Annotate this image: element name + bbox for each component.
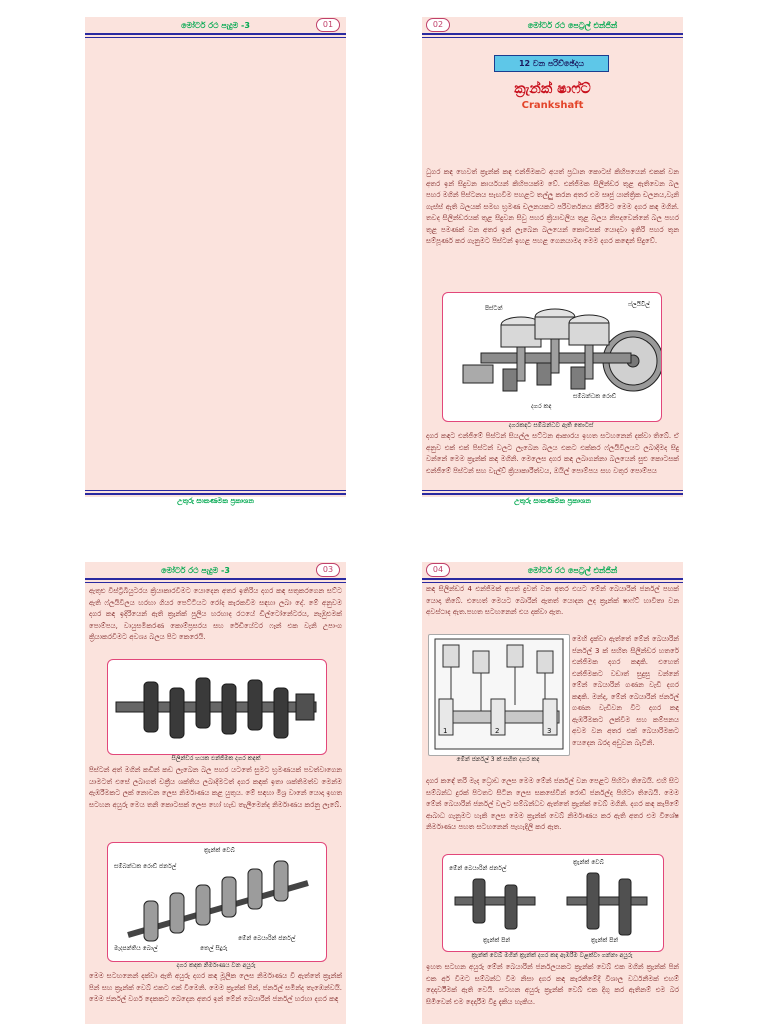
label-oil-hole: තෙල් සිදුරු bbox=[200, 945, 228, 952]
three-main-journal-diagram bbox=[429, 635, 569, 755]
page-subtitle: Crankshaft bbox=[521, 100, 584, 111]
label-piston: පිස්ටන් bbox=[485, 305, 503, 312]
label-connecting-rod: සම්බන්ධක රොඩ් bbox=[573, 393, 617, 400]
label-flywheel: ෆ්ලයිවීල් bbox=[628, 301, 650, 308]
header-rule bbox=[85, 582, 346, 583]
header-rule bbox=[85, 578, 346, 580]
label-crank-pin: ක්‍රැන්ක් පින් bbox=[591, 937, 619, 944]
footer-rule bbox=[422, 493, 683, 495]
header-title: මෝටර් රථ පෙට්‍රල් එන්ජින් bbox=[527, 566, 618, 575]
body-paragraph: ඉහත සටහන අයුරු මේන් බෙයාරින් ජර්නලයකට ක්‍රැන්ක් වෙබ් එක මගින් ක්‍රැන්ක් පින් එක අර් වීමට සම්බන්ධ වීම නිසා දගර කඳ කැරකීමේදී විශාල වර්ධනීමක් එහම් දෙදාර්වීමක් ඇති වෙයි. සටහන අයුරු ක්‍රැන්ක් වෙබ් එක දිගු කර ඇතිනම් එම බර සිමිවෙන් එම දෙදාරීම විදු දැකිය හැකිය. bbox=[426, 963, 679, 1006]
header-title: මෝටර් රථ පැදුම -3 bbox=[181, 21, 250, 30]
body-paragraph: දගර කඳේ තරි මැද ධ්‍රොඩ ලෙස මෙම මේන් ජර්නල් වන පෙළට පිහිටා තිබෙයි. එහි සිට සම්බන්ධ දුරක් පිටතට සිටින ලෙස සකසේවින් රොඩ් ජර්නල්ද පිහිටා තිබෙයි. මෙම මේන් බෙයාරින් ජර්නල් වලට සම්බන්ධව ඇත්තේ ක්‍රැන්ක් වෙබ් මගිනි. දගර කඳ කැපීමේ ආබාධ ගැනුමට හැකි ලෙස මෙම ක්‍රැන්ක් වෙබ් නිර්මාණය කර ඇති අතර එම විශේෂ නිර්මාණය පහත සටහනෙන් පැහැදිලි කර ඇත. bbox=[426, 777, 679, 831]
page-number: 01 bbox=[316, 18, 340, 32]
label-crank-pin: ක්‍රැන්ක් පින් bbox=[483, 937, 511, 944]
crankshaft-structure-figure bbox=[107, 842, 327, 962]
page-footer: උතුරු සාකණමක ප්‍රකාශන bbox=[177, 497, 254, 505]
header-rule bbox=[422, 37, 683, 38]
header-rule bbox=[85, 33, 346, 35]
page-header bbox=[85, 17, 346, 39]
footer-rule bbox=[85, 493, 346, 495]
page-header bbox=[85, 562, 346, 584]
label-crank-web: ක්‍රැන්ක් වෙබ් bbox=[573, 859, 604, 866]
body-paragraph: දගර කඳට එන්ජිමේ පිස්ටන් සියල්ල සට්ටන ආකාරය ඉහත සටහනෙන් දක්වා තිබේ. ඒ අනුව එක් එක් පිස්ටන් වලට ලැබෙන බලය එකට එක්කර ෆ්ලයිවීලයට ලබාදීමද සිදු වන්නේ මෙම ක්‍රැන්ක් කඳ මගිනි. මෙලෙස දගර කඳ ලබාගන්නා බලයෙන් සුළු කොටසක් එන්ජිමේ පිස්ටන් සහ වැල්ව් ක්‍රියාකාරීත්වය, ඔයිල් පොම්පය සහ වතුර පොම්පය bbox=[426, 432, 679, 475]
body-paragraph: ධුගර කඳ හෙවත් ක්‍රැන්ක් කඳ එන්ජිමකට අයත් ප්‍රධාන කොටස් කිහිපයෙන් එකක් වන අතර ඉන් සිදුවන කාර්යයන් කිහිපයක්ම වේ. එන්ජිමක සිලින්ඩර තුළ ඇතිවෙන බල පහර මගින් පිස්ටනය සැඟවීම පහළට තල්ලු කරන අතර එම සෘජු යාන්ත්‍රික චලනය,වැනි ගැස්ස් ඇති බලයක් සමඟ භ්‍රමණ චලනයකට පරිවර්තනය කිරීමට මෙම දගර කඳ මගින්. තවද සිලින්ඩරයක් තුළ සිදුවන සිවු පහර ක්‍රියාවලිය තුළ බලය නිපදවෙන්නේ බල පහර තුළ පමණක් වන අතර ඉන් ලැබෙන බලයෙන් කොටසක් යොදවා ඉතිරි පහර තුන සම්පූර්ණ කර ගැනුමට පිස්ටන් ඉහළ පහළ ගෙනයාමද මෙම දගර කඳෙන් සිදුවේ. bbox=[426, 168, 679, 245]
footer-rule bbox=[85, 490, 346, 491]
svg-text:2: 2 bbox=[495, 727, 500, 735]
body-paragraph: ඇතුළු විස්ට්‍රිබියුටරය ක්‍රියාකාරවීමට යොදෙන අතර ඉතිරිය දගර කඳ සතුකරගෙන සට්ට ඇති ෆ්ලයිවීලය හරහා ගියර පෙට්ටියට රෝද කැරකවීම සඳහා ලබා දේ. මේ අනුවම දගර කඳ ඉදිරියෙන් ඇති ක්‍රැන්ක් පුලිය හරහාද රථයේ ඩිල්ටෝනේටරය, නැඹුළුමක් පොම්පය, වායුසමීකරණ කොම්ප්‍රසරය සහ රේඩියේටර ෆෑන් එක වැනි උපාංග ක්‍රියාකරවීමට අවශ්‍ය බලය පිට කෙරෙයි. bbox=[89, 587, 342, 641]
header-rule bbox=[422, 582, 683, 583]
page-number: 03 bbox=[316, 563, 340, 577]
footer-rule bbox=[422, 490, 683, 491]
page-number: 02 bbox=[426, 18, 450, 32]
page-1 bbox=[85, 17, 346, 497]
body-paragraph: කඳ සිලින්ඩර 4 එන්ජිමක් අයත් දුවත් වන අතර එයට මේන් බෙයාරින් ජර්නල් පහක් යොදා තිබේ. එහෙත් මෙයට බොරින් ඇතත් යොදන ලද ක්‍රැන්ක් ෂාෆ්ට් හාවිතා වන අවස්ථාද ඇත.පහත සටහනෙන් එය දක්වා ඇත. bbox=[426, 585, 679, 616]
chapter-label: 12 වන පරිච්ඡේදය bbox=[494, 55, 609, 72]
page-4 bbox=[422, 562, 683, 1024]
three-main-journal-figure bbox=[428, 634, 570, 756]
figure-caption: දගරකඳට සම්බන්ධව ඇති කොටස් bbox=[508, 422, 594, 429]
six-cylinder-crankshaft-illustration bbox=[108, 660, 326, 754]
page-header bbox=[422, 17, 683, 39]
header-title: මෝටර් රථ පෙට්‍රල් එන්ජින් bbox=[527, 21, 618, 30]
header-rule bbox=[85, 37, 346, 38]
page-number: 04 bbox=[426, 563, 450, 577]
label-center-bolt: මැදපන්තිය බොල් bbox=[114, 945, 158, 952]
figure-caption: ක්‍රැන්ක් වෙබ් මගින් ක්‍රැන්ක් දගර කඳ ඇඹරීම වළක්වා ගන්නා අයුරු bbox=[471, 952, 633, 959]
label-rod-journal: සම්බන්ධක රොඩ් ජර්නල් bbox=[114, 863, 177, 870]
label-main-journal: මේන් බෙයාරින් ජර්නල් bbox=[238, 935, 296, 942]
figure-caption: දගර කඳක නිර්මාණය වන අයුරු bbox=[176, 962, 256, 969]
svg-text:3: 3 bbox=[547, 727, 552, 735]
crank-web-figure bbox=[442, 854, 664, 952]
body-paragraph: පිස්ටන් අත් මගින් කඩින් කඩ ලැබෙන බල පහර යටතේ සුමට භ්‍රමණයක් පවත්වාගෙන යාමටත් එසේ ලබාගත් චක්‍රීය ශක්තිය ලබාදීමටත් දගර කඳක් ඉතා ශක්තිමත්ව මෙන්ම ඇඹරීමකට ලක් නොවන ලෙස නිර්මාණය කළ යුතුය. මේ සඳහා මිශ්‍ර වානේ යොදා ඉහත සටහන අයුරු මෙය තනි කොටසක් ලෙස හෝ හැඩ තැලීමෙන්ද නිර්මාණය කරනු ලැබේ. bbox=[89, 766, 342, 809]
label-main-journal: මේන් බෙයාරින් ජර්නල් bbox=[449, 865, 507, 872]
svg-text:1: 1 bbox=[443, 727, 448, 735]
figure-caption: මේන් ජර්නල් 3 ක් සහිත දගර කඳ bbox=[456, 756, 540, 763]
label-crank-web: ක්‍රැන්ක් වෙබ් bbox=[204, 847, 235, 854]
page-2 bbox=[422, 17, 683, 497]
label-crankshaft: දගර කඳ bbox=[531, 403, 552, 410]
page-3 bbox=[85, 562, 346, 1024]
header-title: මෝටර් රථ පැදුම -3 bbox=[161, 566, 230, 575]
body-paragraph: මෙහි දැක්වා ඇත්තේ මේන් බෙයාරින් ජර්නල් 3 ක් සහිත සිලින්ඩර හතරේ එන්ජිමක දගර කඳකි. එහෙත් එන්ජිමකට වඩාත් සුදුසු වන්නේ මේන් බෙයාරින් ගණන වැඩි දගර කඳකි. මන්ද, මේන් බෙයාරින් ජර්නල් ගණන වැඩිවන විට දගර කඳ ඇඹරීමකට ලක්වීම සහ කම්පනය අවම වන අතර එක් බෙයාරිමකට යෙදෙන බරද අඩුවන බැවිනි. bbox=[572, 635, 679, 747]
crankshaft-assembly-illustration bbox=[443, 293, 661, 421]
crankshaft-assembly-figure bbox=[442, 292, 662, 422]
figure-caption: සිලින්ඩර හයක එන්ජිමක දගර කඳක් bbox=[171, 755, 261, 762]
header-rule bbox=[422, 578, 683, 580]
page-title: ක්‍රැන්ක් ෂාෆ්ට් bbox=[514, 81, 591, 97]
body-paragraph: මෙම සටහනෙන් දක්වා ඇති අයුරු දගර කඳ මූලික ලෙස නිර්මාණය වී ඇත්තේ ක්‍රැන්ක් පින් සහ ක්‍රැන්ක් වෙබ් එකට එක් වීමෙනි. මෙම ක්‍රැන්ක් පින්, ජර්නල් සමින්ද තැඹෙන්වයි. මෙම ජර්නල් වර්ග දෙකකට බෙදෙන අතර ඉන් මේන් බෙයාරින් ජර්නල් හරහා දගර කඳ bbox=[89, 972, 342, 1003]
page-header bbox=[422, 562, 683, 584]
header-rule bbox=[422, 33, 683, 35]
crankshaft-structure-illustration bbox=[108, 843, 326, 961]
page-footer: උතුරු සාකණමක ප්‍රකාශන bbox=[514, 497, 591, 505]
six-cylinder-crankshaft-figure bbox=[107, 659, 327, 755]
